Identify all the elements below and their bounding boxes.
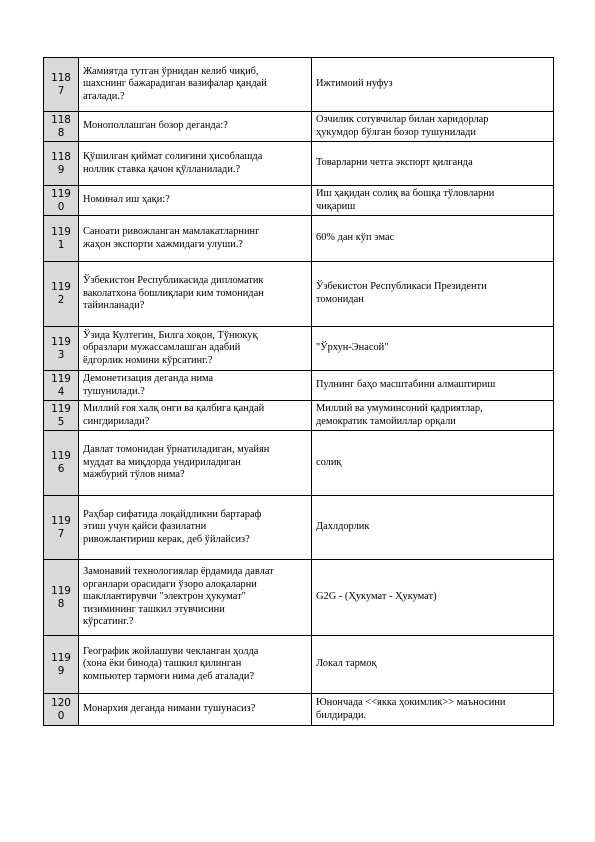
answer-cell: Дахлдорлик	[312, 496, 554, 560]
answer-cell: 60% дан кўп эмас	[312, 216, 554, 262]
table-row	[44, 431, 554, 496]
table-row	[44, 371, 554, 401]
table-row	[44, 327, 554, 371]
table-row	[44, 694, 554, 726]
answer-cell: солиқ	[312, 431, 554, 496]
answer-cell: Товарларни четга экспорт қилганда	[312, 142, 554, 186]
row-number: 119 1	[44, 216, 79, 262]
row-number: 119 8	[44, 560, 79, 636]
answer-cell: "Ўрхун-Энасой"	[312, 327, 554, 371]
table-row	[44, 142, 554, 186]
table-row	[44, 496, 554, 560]
table-row	[44, 560, 554, 636]
table-row	[44, 636, 554, 694]
question-cell: Монополлашган бозор деганда:?	[79, 112, 312, 142]
row-number: 119 2	[44, 262, 79, 327]
table-row	[44, 112, 554, 142]
answer-cell: Ижтимоий нуфуз	[312, 58, 554, 112]
answer-cell: Локал тармоқ	[312, 636, 554, 694]
row-number: 118 7	[44, 58, 79, 112]
question-cell: Географик жойлашуви чекланган ҳолда (хона ёки бинода) ташкил қилинган компьютер тармоғи нима деб аталади?	[79, 636, 312, 694]
row-number: 119 4	[44, 371, 79, 401]
row-number: 119 3	[44, 327, 79, 371]
row-number: 118 9	[44, 142, 79, 186]
row-number: 119 0	[44, 186, 79, 216]
table-row	[44, 58, 554, 112]
row-number: 118 8	[44, 112, 79, 142]
table-row	[44, 216, 554, 262]
question-cell: Номинал иш ҳақи:?	[79, 186, 312, 216]
qa-table	[43, 57, 554, 726]
row-number: 119 9	[44, 636, 79, 694]
question-cell: Саноати ривожланган мамлакатларнинг жаҳон экспорти хажмидаги улуши.?	[79, 216, 312, 262]
table-row	[44, 186, 554, 216]
answer-cell: Юнончада <<якка ҳокимлик>> маъносини билдиради.	[312, 694, 554, 726]
question-cell: Раҳбар сифатида лоқайдликни бартараф этиш учун қайси фазилатни ривожлантириш керак, деб ўйлайсиз?	[79, 496, 312, 560]
row-number: 119 7	[44, 496, 79, 560]
row-number: 119 5	[44, 401, 79, 431]
question-cell: Демонетизация деганда нима тушунилади.?	[79, 371, 312, 401]
answer-cell: Ўзбекистон Республикаси Президенти томонидан	[312, 262, 554, 327]
answer-cell: Пулнинг баҳо масштабини алмаштириш	[312, 371, 554, 401]
question-cell: Ўзбекистон Республикасида дипломатик ваколатхона бошлиқлари ким томонидан тайинланади?	[79, 262, 312, 327]
table-row	[44, 262, 554, 327]
answer-cell: G2G - (Ҳукумат - Ҳукумат)	[312, 560, 554, 636]
row-number: 120 0	[44, 694, 79, 726]
question-cell: Монархия деганда нимани тушунасиз?	[79, 694, 312, 726]
row-number: 119 6	[44, 431, 79, 496]
answer-cell: Иш ҳақидан солиқ ва бошқа тўловларни чиқариш	[312, 186, 554, 216]
question-cell: Миллий ғоя халқ онги ва қалбига қандай сингдирилади?	[79, 401, 312, 431]
question-cell: Давлат томонидан ўрнатиладиган, муайян муддат ва миқдорда ундириладиган мажбурий тўлов нима?	[79, 431, 312, 496]
question-cell: Қўшилган қиймат солиғини ҳисоблашда ноллик ставка қачон қўлланилади.?	[79, 142, 312, 186]
answer-cell: Озчилик сотувчилар билан харидорлар ҳукумдор бўлган бозор тушунилади	[312, 112, 554, 142]
answer-cell: Миллий ва умуминсоний қадриятлар, демократик тамойиллар орқали	[312, 401, 554, 431]
table-row	[44, 401, 554, 431]
question-cell: Жамиятда тутган ўрнидан келиб чиқиб, шахснинг бажарадиган вазифалар қандай аталади.?	[79, 58, 312, 112]
question-cell: Ўзида Култегин, Билга хоқон, Тўнюкуқ образлари мужассамлашган адабий ёдгорлик номини кўрсатинг.?	[79, 327, 312, 371]
question-cell: Замонавий технологиялар ёрдамида давлат органлари орасидаги ўзоро алоқаларни шакллантирувчи "электрон ҳукумат" тизимининг ташкил этувчисини кўрсатинг.?	[79, 560, 312, 636]
